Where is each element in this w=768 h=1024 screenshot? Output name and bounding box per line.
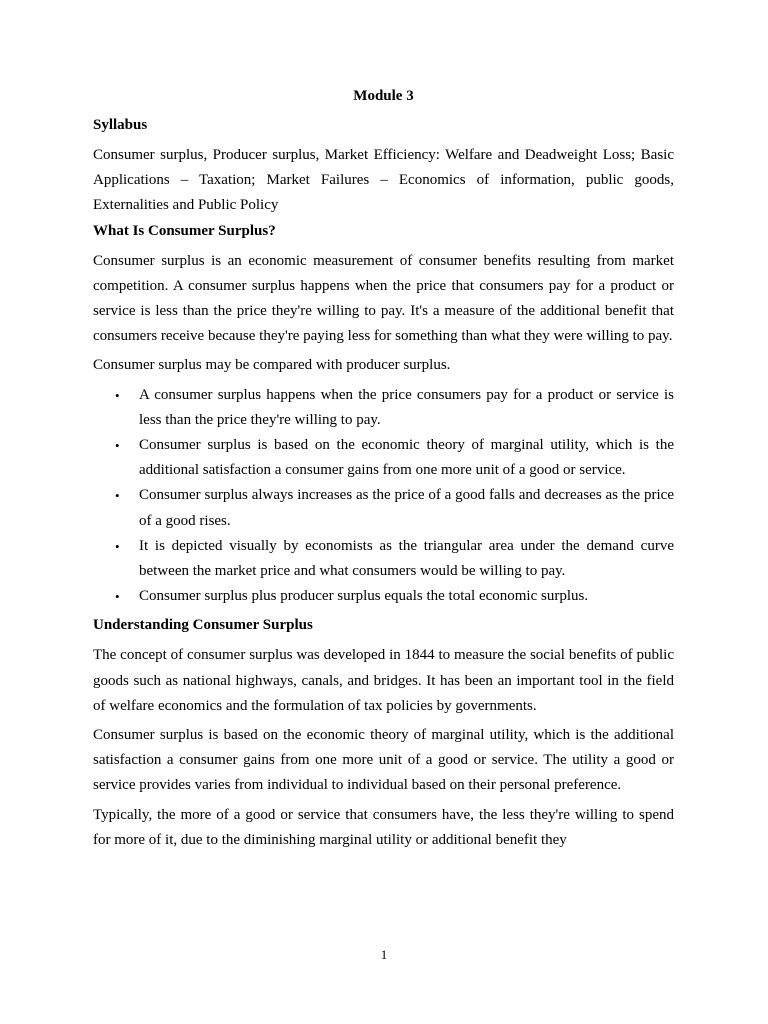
bullet-icon: • (115, 589, 120, 605)
list-item (93, 534, 674, 584)
bullet-icon: • (115, 538, 120, 554)
syllabus-text: Consumer surplus, Producer surplus, Market Efficiency: Welfare and Deadweight Loss; Basic Applications – Taxation; Market Failures – Economics of information, public goods, Externalities and Public Policy (93, 147, 674, 214)
section-heading-understanding-consumer-surplus: Understanding Consumer Surplus (93, 617, 313, 634)
paragraph-marginal-utility: Consumer surplus is based on the economic theory of marginal utility, which is the additional satisfaction a consumer gains from one more unit of a good or service. The utility a good or service provides varies from individual to individual based on their personal preference. (93, 727, 674, 794)
document-page (93, 86, 674, 857)
list-item-text: Consumer surplus plus producer surplus equals the total economic surplus. (139, 588, 589, 605)
bullet-icon: • (115, 488, 120, 504)
document-title: Module 3 (353, 88, 414, 104)
paragraph-history: The concept of consumer surplus was developed in 1844 to measure the social benefits of public goods such as national highways, canals, and bridges. It has been an important tool in the field of welfare economics and the formulation of tax policies by governments. (93, 647, 674, 714)
list-item-text: Consumer surplus is based on the economic theory of marginal utility, which is the additional satisfaction a consumer gains from one more unit of a good or service. (139, 437, 674, 479)
list-item-text: It is depicted visually by economists as the triangular area under the demand curve between the market price and what consumers would be willing to pay. (139, 537, 674, 580)
list-item-text: A consumer surplus happens when the price consumers pay for a product or service is less than the price they're willing to pay. (139, 386, 674, 428)
bullet-icon: • (115, 387, 120, 403)
list-item (93, 483, 674, 533)
paragraph-diminishing-utility: Typically, the more of a good or service that consumers have, the less they're willing to spend for more of it, due to the diminishing marginal utility or additional benefit they (93, 806, 674, 848)
key-points-list (93, 383, 674, 610)
paragraph-consumer-surplus-definition: Consumer surplus is an economic measurement of consumer benefits resulting from market competition. A consumer surplus happens when the price that consumers pay for a product or service is less than the price they're willing to pay. It's a measure of the additional benefit that consumers receive because they're paying less for something than what they were willing to pay. (93, 252, 674, 345)
list-item (93, 383, 674, 433)
list-item (93, 584, 674, 609)
paragraph-comparison: Consumer surplus may be compared with producer surplus. (93, 357, 451, 374)
page-number: 1 (380, 947, 388, 962)
list-item (93, 433, 674, 483)
list-item-text: Consumer surplus always increases as the price of a good falls and decreases as the price of a good rises. (139, 487, 674, 529)
section-heading-what-is-consumer-surplus: What Is Consumer Surplus? (93, 222, 276, 239)
bullet-icon: • (115, 438, 120, 454)
syllabus-heading: Syllabus (93, 117, 148, 133)
